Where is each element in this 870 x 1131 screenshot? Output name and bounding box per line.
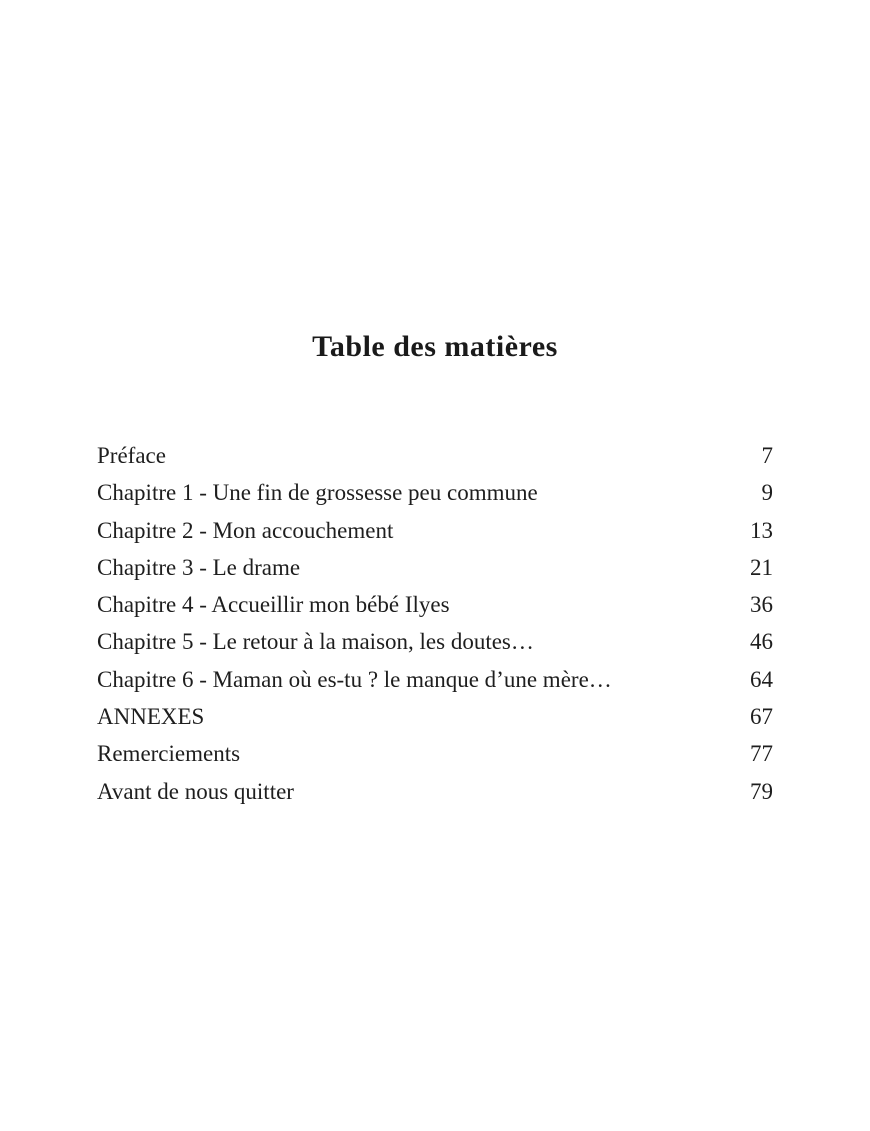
toc-entry <box>97 549 773 586</box>
toc-entry-page-number: 79 <box>750 778 773 804</box>
toc-entry-page-number: 7 <box>761 443 773 468</box>
toc-entry <box>97 735 773 772</box>
toc-entry <box>97 474 773 511</box>
toc-entry-label: Avant de nous quitter <box>97 778 294 804</box>
toc-entry-label: Préface <box>97 443 166 468</box>
toc-entry <box>97 512 773 549</box>
toc-entry <box>97 773 773 810</box>
toc-entry-label: Chapitre 4 - Accueillir mon bébé Ilyes <box>97 592 450 618</box>
toc-entry <box>97 586 773 623</box>
page-title: Table des matières <box>312 330 558 363</box>
toc-entry-page-number: 67 <box>750 704 773 730</box>
toc-entry <box>97 661 773 698</box>
toc-entry-page-number: 13 <box>750 517 773 543</box>
toc-entry-page-number: 46 <box>750 629 773 655</box>
toc-entry <box>97 437 773 474</box>
toc-entry-label: Chapitre 5 - Le retour à la maison, les doutes… <box>97 629 534 655</box>
toc-entry <box>97 698 773 735</box>
toc-entry-page-number: 77 <box>750 741 773 767</box>
toc-entry-label: Chapitre 1 - Une fin de grossesse peu commune <box>97 480 538 506</box>
toc-entry-page-number: 36 <box>750 592 773 618</box>
toc-entry <box>97 623 773 660</box>
toc-entry-label: Remerciements <box>97 741 241 767</box>
toc-entry-page-number: 21 <box>750 554 773 580</box>
toc-entry-label: Chapitre 3 - Le drame <box>97 554 301 580</box>
toc-entry-label: Chapitre 6 - Maman où es-tu ? le manque d’une mère… <box>97 666 612 692</box>
table-of-contents <box>97 437 773 810</box>
toc-entry-page-number: 9 <box>761 480 773 506</box>
toc-entry-page-number: 64 <box>750 666 773 692</box>
toc-entry-label: Chapitre 2 - Mon accouchement <box>97 517 394 543</box>
toc-entry-label: ANNEXES <box>97 704 205 730</box>
